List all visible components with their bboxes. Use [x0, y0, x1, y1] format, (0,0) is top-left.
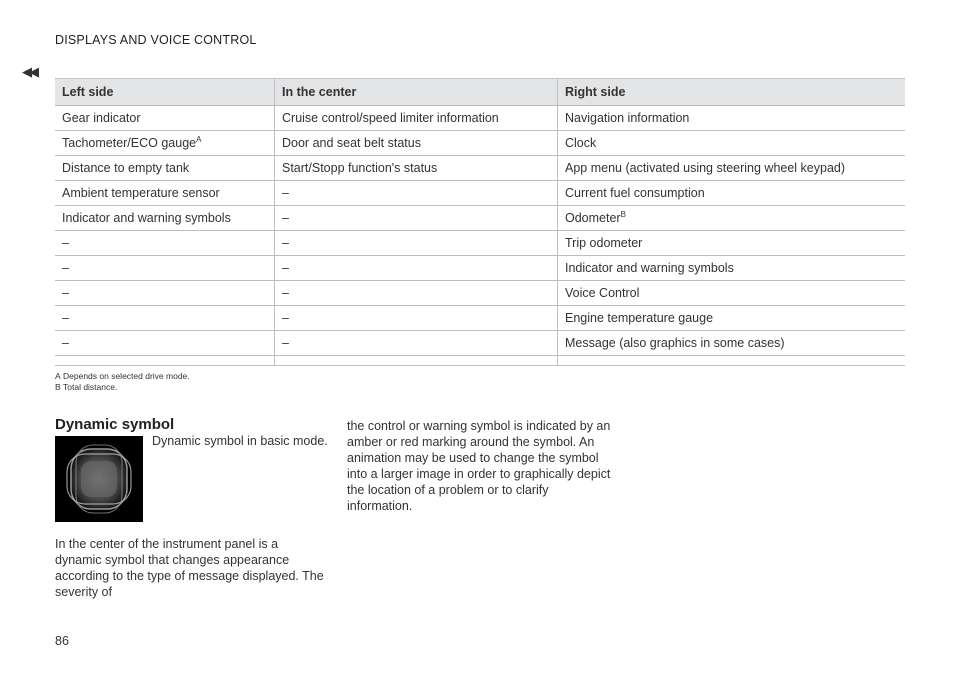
cell-text: Tachometer/ECO gauge — [62, 136, 197, 150]
cell-right — [558, 281, 906, 306]
cell-left — [55, 231, 275, 256]
table-row — [55, 106, 905, 131]
cell-right — [558, 231, 906, 256]
footnote-mark: A — [55, 371, 61, 381]
table-row — [55, 231, 905, 256]
page-number: 86 — [55, 634, 69, 648]
cell-empty — [55, 356, 275, 366]
cell-text: Gear indicator — [62, 111, 141, 125]
column-header-left: Left side — [55, 79, 275, 106]
cell-center: – — [275, 306, 558, 331]
footnote-text: Total distance. — [63, 382, 118, 392]
footnote — [55, 371, 190, 382]
cell-right — [558, 331, 906, 356]
table-row — [55, 131, 905, 156]
cell-text: Message (also graphics in some cases) — [565, 336, 785, 350]
cell-text: Ambient temperature sensor — [62, 186, 220, 200]
footnotes — [55, 371, 190, 393]
cell-text: Current fuel consumption — [565, 186, 705, 200]
footnote-text: Depends on selected drive mode. — [63, 371, 190, 381]
image-caption: Dynamic symbol in basic mode. — [152, 434, 328, 448]
cell-right — [558, 131, 906, 156]
cell-text: Distance to empty tank — [62, 161, 190, 175]
cell-empty — [558, 356, 906, 366]
cell-center: – — [275, 331, 558, 356]
table-row — [55, 156, 905, 181]
table-row-empty — [55, 356, 905, 366]
footnote-ref: A — [196, 134, 202, 144]
cell-text: Clock — [565, 136, 597, 150]
body-text-left: In the center of the instrument panel is a dynamic symbol that changes appearance according to the type of message displayed. The severity of — [55, 537, 324, 599]
cell-text: – — [62, 261, 69, 275]
cell-text: Odometer — [565, 211, 621, 225]
cell-right — [558, 181, 906, 206]
cell-text: – — [62, 336, 69, 350]
cell-left — [55, 281, 275, 306]
cell-text: Indicator and warning symbols — [565, 261, 734, 275]
cell-right — [558, 306, 906, 331]
cell-text: Voice Control — [565, 286, 640, 300]
cell-left — [55, 106, 275, 131]
cell-left — [55, 306, 275, 331]
cell-left — [55, 206, 275, 231]
footnote-mark: B — [55, 382, 61, 392]
cell-text: Indicator and warning symbols — [62, 211, 231, 225]
cell-right — [558, 156, 906, 181]
cell-text: Trip odometer — [565, 236, 643, 250]
cell-center: Cruise control/speed limiter information — [275, 106, 558, 131]
table-row — [55, 281, 905, 306]
cell-text: Engine temperature gauge — [565, 311, 714, 325]
body-text-right: the control or warning symbol is indicated by an amber or red marking around the symbol. An animation may be used to change the symbol into a larger image in order to graphically depict the location of a problem or to clarify information. — [347, 419, 611, 513]
cell-center: Door and seat belt status — [275, 131, 558, 156]
table-header-row — [55, 79, 905, 106]
cell-center: Start/Stopp function's status — [275, 156, 558, 181]
table-row — [55, 181, 905, 206]
cell-center: – — [275, 181, 558, 206]
cell-left — [55, 256, 275, 281]
cell-center: – — [275, 281, 558, 306]
cell-text: Navigation information — [565, 111, 690, 125]
cell-center: – — [275, 231, 558, 256]
column-header-center: In the center — [275, 79, 558, 106]
cell-left — [55, 131, 275, 156]
cell-left — [55, 181, 275, 206]
footnote-ref: B — [620, 209, 626, 219]
column-header-right: Right side — [558, 79, 906, 106]
cell-text: – — [62, 236, 69, 250]
cell-text: App menu (activated using steering wheel keypad) — [565, 161, 846, 175]
section-title: Dynamic symbol — [55, 416, 175, 433]
cell-center: – — [275, 256, 558, 281]
display-info-table — [55, 78, 905, 366]
page-header: DISPLAYS AND VOICE CONTROL — [55, 33, 257, 47]
dynamic-symbol-image — [55, 436, 143, 522]
table-row — [55, 331, 905, 356]
cell-text: – — [62, 311, 69, 325]
cell-right — [558, 206, 906, 231]
cell-center: – — [275, 206, 558, 231]
cell-right — [558, 256, 906, 281]
dynamic-symbol-icon — [55, 436, 143, 522]
table-row — [55, 306, 905, 331]
cell-text: – — [62, 286, 69, 300]
cell-left — [55, 156, 275, 181]
table-row — [55, 256, 905, 281]
back-arrows-icon: ◀◀ — [22, 64, 36, 79]
table-row — [55, 206, 905, 231]
cell-empty — [275, 356, 558, 366]
footnote — [55, 382, 190, 393]
cell-left — [55, 331, 275, 356]
cell-right — [558, 106, 906, 131]
